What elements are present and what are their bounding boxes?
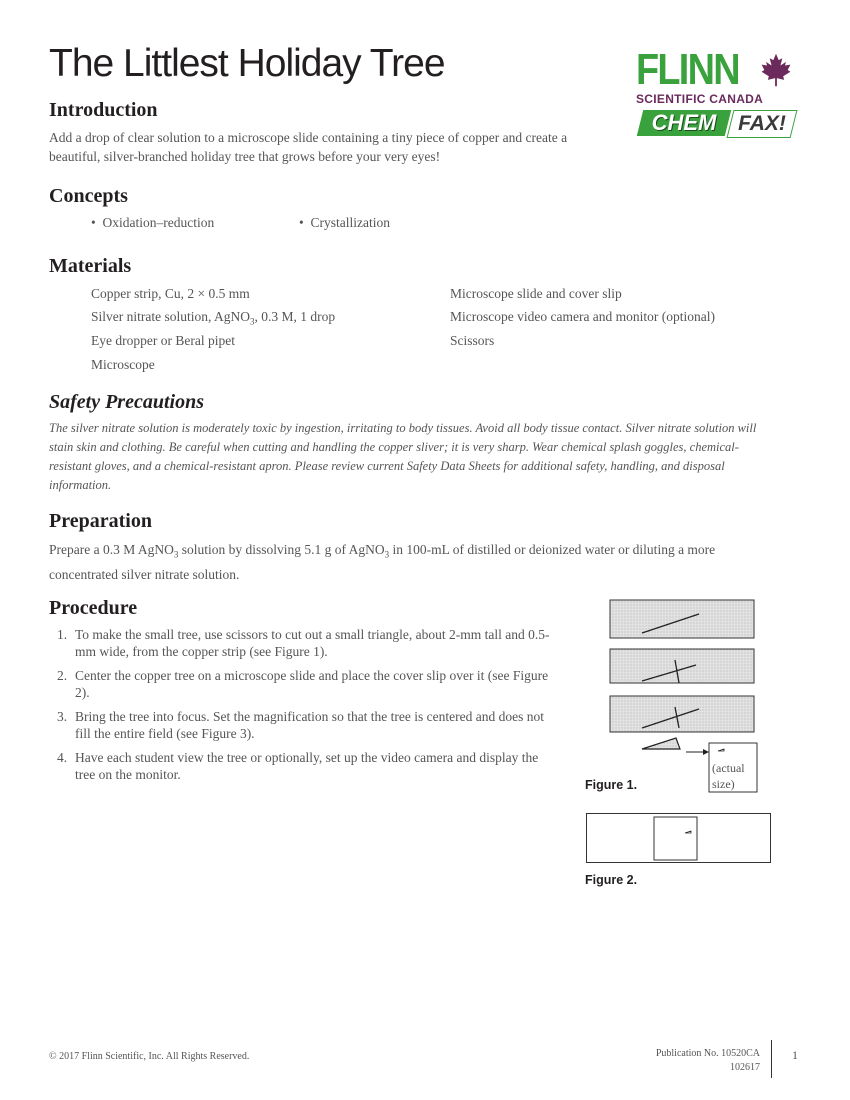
step-text: Have each student view the tree or optionally, set up the video camera and display the tree on the monitor. — [75, 750, 539, 782]
step-number: 4. — [57, 750, 68, 765]
logo-brand: FLINN — [636, 45, 739, 94]
prep-sub-2: 3 — [384, 549, 390, 560]
copper-triangle — [642, 738, 680, 749]
concepts-heading: Concepts — [49, 185, 128, 207]
preparation-heading: Preparation — [49, 510, 152, 532]
procedure-step — [49, 749, 561, 783]
publication-number: Publication No. 10520CA — [655, 1048, 760, 1059]
logo-fax-text: FAX! — [738, 112, 786, 135]
procedure-step — [49, 626, 561, 660]
material-item: Microscope video camera and monitor (optional) — [450, 309, 716, 324]
concept-item: • Crystallization — [299, 215, 390, 230]
actual-size-label: (actual — [712, 761, 745, 775]
material-item: Microscope slide and cover slip — [450, 286, 622, 301]
material-text-tail: , 0.3 M, 1 drop — [254, 309, 336, 324]
procedure-step — [49, 708, 561, 742]
publication-code: 102617 — [730, 1062, 760, 1073]
step-text: Bring the tree into focus. Set the magnification so that the tree is centered and does not fill the entire field (see Figure 3). — [75, 709, 544, 741]
material-item: Copper strip, Cu, 2 × 0.5 mm — [91, 286, 250, 301]
introduction-heading: Introduction — [49, 99, 158, 121]
procedure-step — [49, 667, 561, 701]
figure-2-diagram — [585, 812, 775, 866]
material-text: Silver nitrate solution, AgNO — [91, 309, 250, 324]
arrow-head — [703, 749, 709, 755]
footer-divider — [771, 1040, 772, 1078]
figure-1-caption: Figure 1. — [585, 778, 638, 792]
figure-2-caption: Figure 2. — [585, 873, 638, 887]
maple-leaf-icon — [758, 52, 794, 88]
copper-strip-panel — [610, 649, 754, 683]
material-item: Eye dropper or Beral pipet — [91, 333, 235, 348]
concept-item: • Oxidation–reduction — [91, 215, 215, 230]
page-title: The Littlest Holiday Tree — [49, 42, 445, 85]
cover-slip — [654, 817, 697, 860]
introduction-text: Add a drop of clear solution to a microscope slide containing a tiny piece of copper and create a beautiful, silver-branched holiday tree that grows before your very eyes! — [49, 130, 568, 164]
step-number: 3. — [57, 709, 68, 724]
prep-text-3: in 100-mL of distilled or deionized water or diluting a more concentrated silver nitrate solution. — [49, 542, 716, 582]
procedure-list — [49, 626, 561, 790]
material-item: Microscope — [91, 357, 155, 372]
logo-chem-text: CHEM — [651, 110, 717, 135]
prep-sub-1: 3 — [173, 549, 179, 560]
prep-text-2: solution by dissolving 5.1 g of AgNO — [178, 542, 385, 557]
safety-heading: Safety Precautions — [49, 391, 204, 413]
materials-heading: Materials — [49, 255, 132, 277]
material-item — [91, 309, 335, 327]
step-number: 1. — [57, 627, 68, 642]
logo-subtitle: SCIENTIFIC CANADA — [636, 92, 764, 106]
page-number: 1 — [792, 1048, 798, 1062]
procedure-heading: Procedure — [49, 597, 138, 619]
logo-chem-badge — [637, 110, 731, 136]
step-number: 2. — [57, 668, 68, 683]
concept-item-label: Crystallization — [310, 215, 390, 230]
prep-text-1: Prepare a 0.3 M AgNO — [49, 542, 174, 557]
logo-fax-badge — [727, 110, 798, 138]
actual-size-label: size) — [712, 777, 735, 791]
material-item: Scissors — [450, 333, 495, 348]
preparation-text — [49, 540, 779, 584]
concept-item-label: Oxidation–reduction — [102, 215, 215, 230]
copyright: © 2017 Flinn Scientific, Inc. All Rights Reserved. — [49, 1051, 250, 1062]
flinn-logo — [634, 45, 798, 146]
step-text: To make the small tree, use scissors to cut out a small triangle, about 2-mm tall and 0.5-mm wide, from the copper strip (see Figure 1). — [75, 627, 550, 659]
safety-text: The silver nitrate solution is moderately toxic by ingestion, irritating to body tissues. Avoid all body tissue contact. Silver nitrate solution will stain skin and clothing. Be careful when cutting and handling the copper sliver; it is very sharp. Wear chemical splash goggles, chemical-resistant gloves, and a chemical-resistant apron. Please review current Safety Data Sheets for additional safety, handling, and disposal information. — [49, 421, 757, 492]
step-text: Center the copper tree on a microscope slide and place the cover slip over it (see Figure 2). — [75, 668, 549, 700]
material-subscript: 3 — [250, 316, 255, 327]
